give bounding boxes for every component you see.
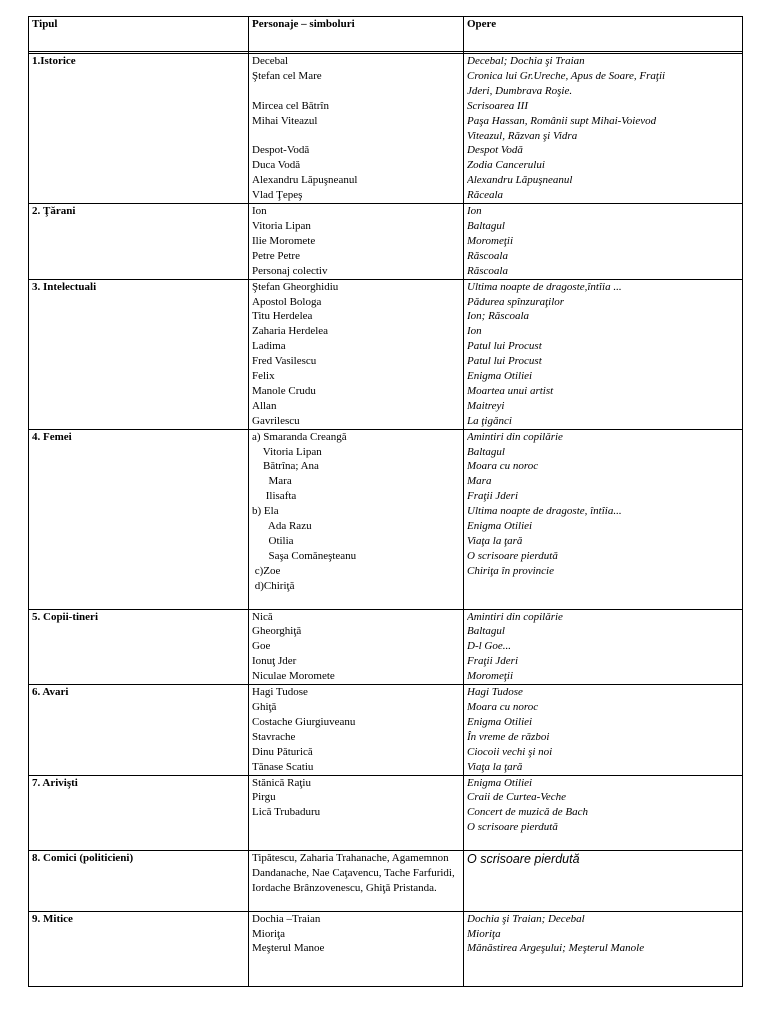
character-entry: Stănică Raţiu <box>252 776 311 789</box>
work-entry: Moara cu noroc <box>467 460 539 473</box>
character-entry: Ionuţ Jder <box>252 655 297 668</box>
character-entry: Hagi Tudose <box>252 686 308 699</box>
character-entry: Apostol Bologa <box>252 295 322 308</box>
work-entry: Baltagul <box>467 625 505 638</box>
character-entry <box>252 84 463 99</box>
character-entry: Bătrîna; Ana <box>252 460 319 473</box>
category-cell: 2. Ţărani <box>29 204 249 280</box>
characters-cell <box>249 204 464 280</box>
character-entry: Mihai Viteazul <box>252 114 318 127</box>
character-entry: Tănase Scatiu <box>252 760 314 773</box>
character-entry: Costache Giurgiuveanu <box>252 715 356 728</box>
character-entry: Niculae Moromete <box>252 670 335 683</box>
work-entry: Alexandru Lăpuşneanul <box>467 174 573 187</box>
characters-cell <box>249 775 464 851</box>
work-entry: În vreme de război <box>467 730 550 743</box>
character-entry: Ştefan Gheorghidiu <box>252 280 339 293</box>
category-cell: 6. Avari <box>29 685 249 775</box>
character-entry: Gheorghiţă <box>252 625 302 638</box>
character-entry: Gavrilescu <box>252 414 300 427</box>
category-cell: 3. Intelectuali <box>29 279 249 429</box>
character-entry: Allan <box>252 399 277 412</box>
header-tipul: Tipul <box>29 17 249 52</box>
works-cell <box>464 851 743 912</box>
table-header-row <box>29 17 743 52</box>
character-entry: Dinu Păturică <box>252 745 313 758</box>
work-entry: Răceala <box>467 189 504 202</box>
table-row <box>29 279 743 429</box>
category-cell: 1.Istorice <box>29 54 249 204</box>
characters-cell <box>249 429 464 609</box>
table-row <box>29 911 743 987</box>
table-row <box>29 851 743 912</box>
work-entry: Mănăstirea Argeşului; Meşterul Manole <box>467 942 645 955</box>
works-cell <box>464 911 743 987</box>
work-entry: Moromeţii <box>467 670 514 683</box>
works-cell <box>464 279 743 429</box>
character-entry: Vitoria Lipan <box>252 445 322 458</box>
character-entry: Saşa Comăneşteanu <box>252 549 357 562</box>
character-entry: Personaj colectiv <box>252 264 328 277</box>
character-entry: Mara <box>252 475 292 488</box>
characters-cell <box>249 54 464 204</box>
character-entry: Mioriţa <box>252 927 285 940</box>
category-cell: 9. Mitice <box>29 911 249 987</box>
table-row <box>29 685 743 775</box>
character-entry: Felix <box>252 370 275 383</box>
character-entry: d)Chiriţă <box>252 579 295 592</box>
work-entry: Pădurea spînzuraţilor <box>467 295 565 308</box>
works-cell <box>464 54 743 204</box>
work-entry: Enigma Otiliei <box>467 715 533 728</box>
works-cell <box>464 609 743 685</box>
work-entry: Dochia şi Traian; Decebal <box>467 912 585 925</box>
work-entry: Răscoala <box>467 264 508 277</box>
character-entry: Ion <box>252 205 267 218</box>
character-entry: Nică <box>252 610 273 623</box>
category-cell: 4. Femei <box>29 429 249 609</box>
work-entry: Ion <box>467 325 482 338</box>
work-entry: Patul lui Procust <box>467 355 542 368</box>
table-row <box>29 429 743 609</box>
work-entry: Amintiri din copilărie <box>467 430 563 443</box>
work-entry: Zodia Cancerului <box>467 159 545 172</box>
character-entry: Petre Petre <box>252 249 300 262</box>
character-entry: Alexandru Lăpuşneanul <box>252 174 358 187</box>
character-entry: Zaharia Herdelea <box>252 325 329 338</box>
character-entry: b) Ela <box>252 505 279 518</box>
characters-cell <box>249 279 464 429</box>
category-cell: 7. Arivişti <box>29 775 249 851</box>
work-entry: La ţigănci <box>467 414 512 427</box>
character-entry: Fred Vasilescu <box>252 355 317 368</box>
work-entry: Răscoala <box>467 249 508 262</box>
table-row <box>29 204 743 280</box>
character-entry: Lică Trubaduru <box>252 806 321 819</box>
work-entry: Paşa Hassan, Românii supt Mihai-Voievod <box>467 114 657 127</box>
character-entry: Stavrache <box>252 730 296 743</box>
work-entry: Moartea unui artist <box>467 384 554 397</box>
character-entry: Vitoria Lipan <box>252 219 311 232</box>
work-entry: O scrisoare pierdută <box>467 549 558 562</box>
work-entry: O scrisoare pierdută <box>467 852 580 867</box>
work-entry: Mioriţa <box>467 927 501 940</box>
work-entry: Viaţa la ţară <box>467 760 523 773</box>
work-entry: O scrisoare pierdută <box>467 821 558 834</box>
work-entry: Scrisoarea III <box>467 99 528 112</box>
characters-cell <box>249 851 464 912</box>
work-entry <box>467 594 742 609</box>
work-entry <box>467 579 742 594</box>
character-entry: Manole Crudu <box>252 384 316 397</box>
characters-cell <box>249 685 464 775</box>
works-cell <box>464 685 743 775</box>
work-entry: Craii de Curtea-Veche <box>467 791 566 804</box>
characters-cell <box>249 609 464 685</box>
work-entry: Ion <box>467 205 482 218</box>
header-personaje: Personaje – simboluri <box>249 17 464 52</box>
character-entry: Ilisafta <box>252 490 297 503</box>
work-entry: Enigma Otiliei <box>467 776 533 789</box>
work-entry: Ciocoii vechi şi noi <box>467 745 553 758</box>
work-entry: Amintiri din copilărie <box>467 610 563 623</box>
work-entry: Moromeţii <box>467 234 514 247</box>
character-entry: Decebal <box>252 55 289 67</box>
character-entry <box>252 971 463 986</box>
works-cell <box>464 775 743 851</box>
work-entry: Jderi, Dumbrava Roşie. <box>467 84 573 97</box>
work-entry: Ultima noapte de dragoste, întîia... <box>467 505 622 518</box>
work-entry: D-l Goe... <box>467 640 511 653</box>
work-entry: Concert de muzică de Bach <box>467 806 588 819</box>
work-entry: Mara <box>467 475 492 488</box>
header-opere: Opere <box>464 17 743 52</box>
work-entry: Fraţii Jderi <box>467 655 519 668</box>
table-row <box>29 775 743 851</box>
character-entry: Meşterul Manoe <box>252 942 325 955</box>
table-row <box>29 54 743 204</box>
work-entry <box>467 971 742 986</box>
work-entry: Patul lui Procust <box>467 340 542 353</box>
character-entry: c)Zoe <box>252 564 281 577</box>
characters-cell <box>249 911 464 987</box>
character-entry: Duca Vodă <box>252 159 301 172</box>
work-entry: Chiriţa în provincie <box>467 564 554 577</box>
characters-table <box>28 16 743 987</box>
character-entry: Ladima <box>252 340 286 353</box>
work-entry: Ultima noapte de dragoste,întîia ... <box>467 280 622 293</box>
work-entry: Decebal; Dochia şi Traian <box>467 55 585 67</box>
work-entry: Ion; Răscoala <box>467 310 530 323</box>
table-row <box>29 609 743 685</box>
work-entry: Baltagul <box>467 219 505 232</box>
work-entry: Maitreyi <box>467 399 505 412</box>
character-entry <box>252 820 463 835</box>
character-entry: Goe <box>252 640 271 653</box>
character-entry: Ada Razu <box>252 520 312 533</box>
character-entry <box>252 835 463 850</box>
works-cell <box>464 429 743 609</box>
work-entry: Hagi Tudose <box>467 686 523 699</box>
character-entry <box>252 594 463 609</box>
character-entry: Otilia <box>252 535 294 547</box>
work-entry <box>467 956 742 971</box>
category-cell: 8. Comici (politicieni) <box>29 851 249 912</box>
work-entry: Moara cu noroc <box>467 700 539 713</box>
work-entry: Viteazul, Răzvan şi Vidra <box>467 129 578 142</box>
character-entry: Despot-Vodă <box>252 144 310 157</box>
work-entry: Enigma Otiliei <box>467 370 533 383</box>
work-entry <box>467 835 742 850</box>
character-entry: Titu Herdelea <box>252 310 313 323</box>
character-entry: Ghiţă <box>252 700 277 713</box>
work-entry: Fraţii Jderi <box>467 490 519 503</box>
character-entry <box>252 129 463 144</box>
character-entry: Pirgu <box>252 791 276 804</box>
category-cell: 5. Copii-tineri <box>29 609 249 685</box>
character-entry: Ştefan cel Mare <box>252 69 322 82</box>
character-entry: Mircea cel Bătrîn <box>252 99 329 112</box>
work-entry: Cronica lui Gr.Ureche, Apus de Soare, Fraţii <box>467 69 666 82</box>
work-entry: Viaţa la ţară <box>467 535 523 547</box>
character-entry: Vlad Ţepeş <box>252 189 303 202</box>
character-entry: Dochia –Traian <box>252 912 321 925</box>
character-entry: Tipătescu, Zaharia Trahanache, Agamemnon Dandanache, Nae Caţavencu, Tache Farfuridi, Iordache Brânzovenescu, Ghiţă Pristanda. <box>252 852 455 894</box>
work-entry: Baltagul <box>467 445 505 458</box>
work-entry: Enigma Otiliei <box>467 520 533 533</box>
character-entry: Ilie Moromete <box>252 234 316 247</box>
character-entry <box>252 956 463 971</box>
work-entry: Despot Vodă <box>467 144 523 157</box>
character-entry: a) Smaranda Creangă <box>252 430 347 443</box>
works-cell <box>464 204 743 280</box>
